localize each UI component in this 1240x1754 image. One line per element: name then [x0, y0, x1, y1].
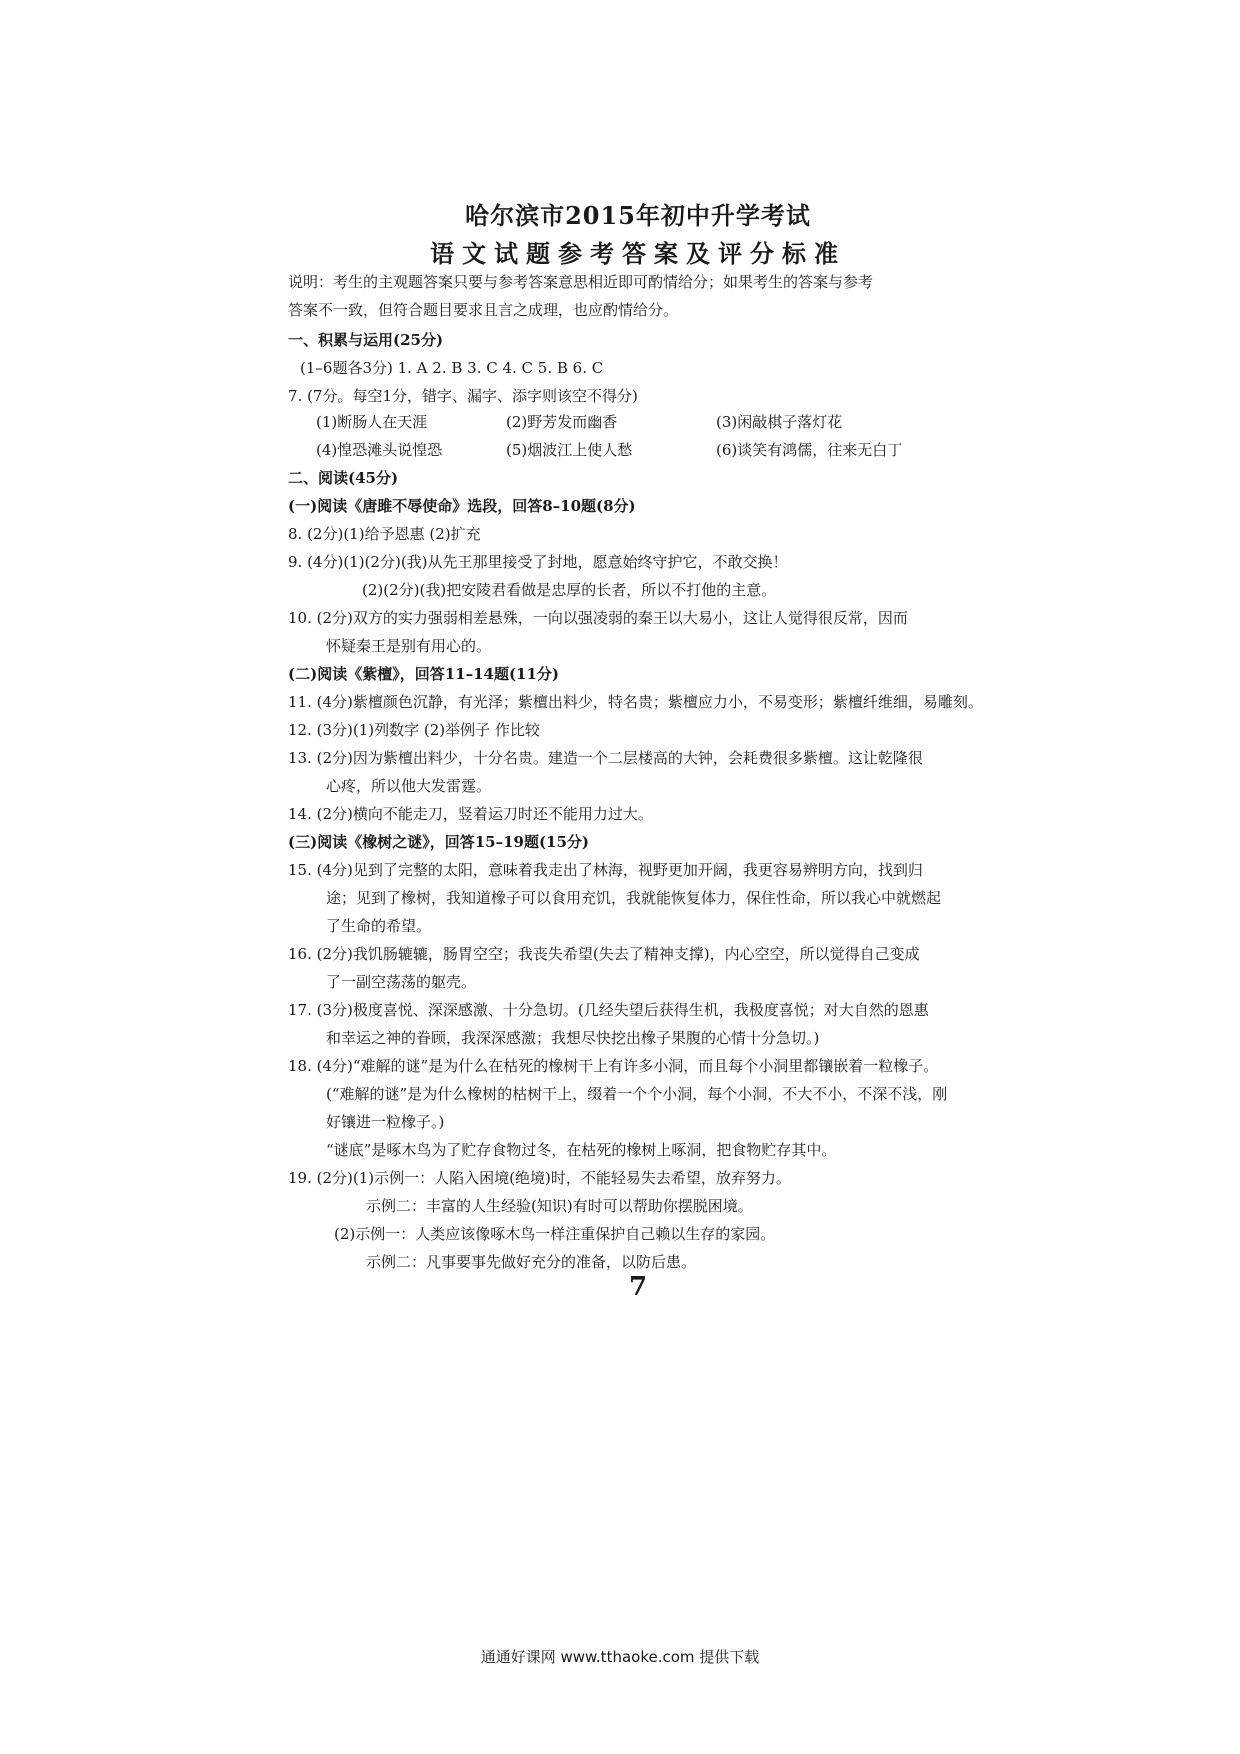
q18-answer-4: “谜底”是啄木鸟为了贮存食物过冬，在枯死的橡树上啄洞，把食物贮存其中。: [326, 1141, 837, 1159]
q7-answer-3: (3)闲敲棋子落灯花: [716, 413, 843, 431]
note-line-1: 说明：考生的主观题答案只要与参考答案意思相近即可酌情给分；如果考生的答案与参考: [288, 273, 874, 291]
q15-answer-3: 了生命的希望。: [326, 917, 432, 935]
q9-answer-1: 9. (4分)(1)(2分)(我)从先王那里接受了封地，愿意始终守护它，不敢交换！: [288, 553, 788, 571]
document-subtitle: 语文试题参考答案及评分标准: [430, 239, 846, 268]
q19-answer-4: 示例二：凡事要事先做好充分的准备，以防后患。: [366, 1253, 697, 1271]
q7-row-2: [316, 440, 1016, 460]
q10-answer-1: 10. (2分)双方的实力强弱相差悬殊，一向以强凌弱的秦王以大易小，这让人觉得很反常，因而: [288, 609, 908, 627]
reading-2-heading: (二)阅读《紫檀》，回答11–14题(11分): [288, 665, 560, 683]
q7-heading: 7. (7分。每空1分，错字、漏字、添字则该空不得分): [288, 387, 638, 405]
note-line-2: 答案不一致，但符合题目要求且言之成理，也应酌情给分。: [288, 301, 679, 319]
q16-answer-2: 了一副空荡荡的躯壳。: [326, 973, 477, 991]
q15-answer-1: 15. (4分)见到了完整的太阳，意味着我走出了林海，视野更加开阔，我更容易辨明方向，找到归: [288, 861, 923, 879]
q15-answer-2: 途；见到了橡树，我知道橡子可以食用充饥，我就能恢复体力，保住性命，所以我心中就燃起: [326, 889, 942, 907]
q9-answer-2: (2)(2分)(我)把安陵君看做是忠厚的长者，所以不打他的主意。: [362, 581, 777, 599]
q7-answer-6: (6)谈笑有鸿儒，往来无白丁: [716, 441, 903, 459]
q14-answer: 14. (2分)横向不能走刀，竖着运刀时还不能用力过大。: [288, 805, 653, 823]
reading-3-heading: (三)阅读《橡树之谜》，回答15–19题(15分): [288, 833, 590, 851]
section-heading-1: 一、积累与运用(25分): [288, 331, 444, 349]
page-number: 7: [628, 1272, 648, 1302]
q7-answer-5: (5)烟波江上使人愁: [506, 441, 633, 459]
q17-answer-1: 17. (3分)极度喜悦、深深感激、十分急切。(几经失望后获得生机，我极度喜悦；对大自然的恩惠: [288, 1001, 929, 1019]
q13-answer-1: 13. (2分)因为紫檀出料少，十分名贵。建造一个二层楼高的大钟，会耗费很多紫檀。这让乾隆很: [288, 749, 923, 767]
q19-answer-2: 示例二：丰富的人生经验(知识)有时可以帮助你摆脱困境。: [366, 1197, 753, 1215]
q18-answer-1: 18. (4分)“难解的谜”是为什么在枯死的橡树干上有许多小洞，而且每个小洞里都镶嵌着一粒橡子。: [288, 1057, 939, 1075]
q18-answer-2: (“难解的谜”是为什么橡树的枯树干上，缀着一个个小洞，每个小洞，不大不小，不深不浅，刚: [326, 1085, 948, 1103]
q7-row-1: [316, 412, 1016, 432]
q11-answer: 11. (4分)紫檀颜色沉静，有光泽；紫檀出料少，特名贵；紫檀应力小，不易变形；紫檀纤维细，易雕刻。: [288, 693, 983, 711]
q19-answer-3: (2)示例一：人类应该像啄木鸟一样注重保护自己赖以生存的家园。: [334, 1225, 776, 1243]
section-heading-2: 二、阅读(45分): [288, 469, 399, 487]
q10-answer-2: 怀疑秦王是别有用心的。: [326, 637, 492, 655]
mc-answers: (1–6题各3分) 1. A 2. B 3. C 4. C 5. B 6. C: [300, 359, 604, 377]
q7-answer-1: (1)断肠人在天涯: [316, 413, 428, 431]
q8-answer: 8. (2分)(1)给予恩惠 (2)扩充: [288, 525, 481, 543]
q18-answer-3: 好镶进一粒橡子。): [326, 1113, 445, 1131]
document-title: 哈尔滨市2015年初中升学考试: [465, 201, 811, 230]
q16-answer-1: 16. (2分)我饥肠辘辘，肠胃空空；我丧失希望(失去了精神支撑)，内心空空，所以觉得自己变成: [288, 945, 920, 963]
q17-answer-2: 和幸运之神的眷顾，我深深感激；我想尽快挖出橡子果腹的心情十分急切。): [326, 1029, 820, 1047]
q12-answer: 12. (3分)(1)列数字 (2)举例子 作比较: [288, 721, 540, 739]
reading-1-heading: (一)阅读《唐雎不辱使命》选段，回答8–10题(8分): [288, 497, 636, 515]
q13-answer-2: 心疼，所以他大发雷霆。: [326, 777, 492, 795]
q7-answer-2: (2)野芳发而幽香: [506, 413, 618, 431]
q7-answer-4: (4)惶恐滩头说惶恐: [316, 441, 443, 459]
footer-download-note: 通通好课网 www.tthaoke.com 提供下载: [480, 1648, 760, 1666]
q19-answer-1: 19. (2分)(1)示例一：人陷入困境(绝境)时，不能轻易失去希望，放弃努力。: [288, 1169, 791, 1187]
